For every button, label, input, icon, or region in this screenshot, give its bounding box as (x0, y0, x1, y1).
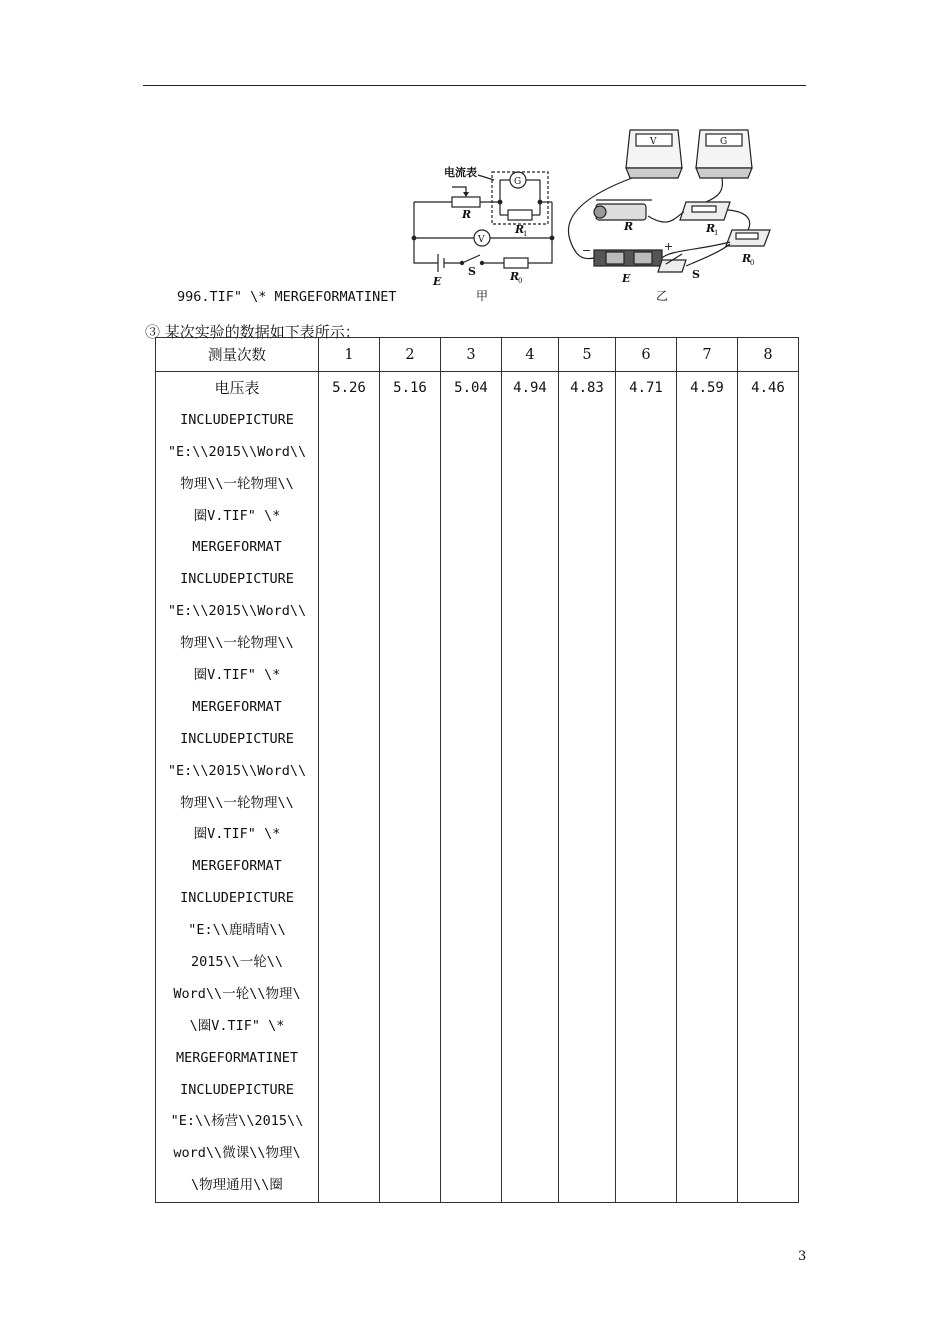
circuit-diagrams (400, 120, 800, 310)
yi-rheostat-label: R (624, 220, 634, 233)
voltage-cell (502, 372, 559, 1203)
rheostat-label: R (462, 208, 472, 221)
header-cell: 8 (738, 338, 799, 372)
row-label-line: "E:\\杨营\\2015\\ (170, 1113, 304, 1130)
header-rule (143, 85, 806, 86)
header-cell: 4 (502, 338, 559, 372)
r1-label: R (515, 223, 525, 236)
row-label-line: 物理\\一轮物理\\ (180, 794, 294, 811)
voltage-value: 5.16 (393, 380, 427, 396)
row-label-line: MERGEFORMAT (192, 539, 282, 556)
header-cell: 3 (441, 338, 502, 372)
row-label-line: "E:\\鹿晴晴\\ (188, 922, 286, 939)
yi-plus-label: + (664, 240, 674, 253)
header-cell-label: 测量次数 (156, 338, 319, 372)
yi-r1-subscript: 1 (714, 229, 719, 237)
row-label-line: "E:\\2015\\Word\\ (167, 762, 307, 779)
row-label-cell (156, 372, 319, 1203)
yi-r0-label: R (742, 252, 752, 265)
row-label-line: "E:\\2015\\Word\\ (167, 443, 307, 460)
voltage-value: 4.94 (513, 380, 547, 396)
yi-r0-subscript: 0 (750, 259, 755, 267)
row-label-line: 圈V.TIF" \* (193, 507, 281, 524)
voltmeter-symbol: V (478, 235, 485, 245)
voltage-cell (616, 372, 677, 1203)
row-label-line: MERGEFORMAT (192, 858, 282, 875)
row-label-line: \物理通用\\圈 (191, 1177, 283, 1194)
data-table (155, 337, 799, 1203)
yi-r1-label: R (706, 222, 716, 235)
voltage-cell (738, 372, 799, 1203)
intro-text: ③ 某次实验的数据如下表所示： (145, 323, 360, 341)
voltage-value: 4.83 (570, 380, 604, 396)
header-cell: 1 (319, 338, 380, 372)
field-code-caption: 996.TIF" \* MERGEFORMATINET (177, 289, 397, 305)
row-label-line: 物理\\一轮物理\\ (180, 475, 294, 492)
voltage-value: 5.04 (454, 380, 488, 396)
row-label-line: 物理\\一轮物理\\ (180, 635, 294, 652)
voltage-cell (559, 372, 616, 1203)
header-cell: 6 (616, 338, 677, 372)
row-label-line: \圈V.TIF" \* (189, 1017, 285, 1034)
page-number: 3 (798, 1249, 807, 1264)
r0-label: R (510, 270, 520, 283)
header-cell: 2 (380, 338, 441, 372)
circuit-figure (400, 120, 800, 310)
voltage-value: 4.46 (751, 380, 785, 396)
row-label-line: INCLUDEPICTURE (180, 571, 294, 588)
ammeter-label: 电流表 (444, 166, 477, 179)
row-label-line: 圈V.TIF" \* (193, 667, 281, 684)
row-label-line: "E:\\2015\\Word\\ (167, 603, 307, 620)
row-label-line: MERGEFORMAT (192, 698, 282, 715)
row-label-line: word\\微课\\物理\ (173, 1145, 301, 1162)
voltage-cell (441, 372, 502, 1203)
yi-switch-label: S (692, 268, 700, 281)
yi-voltmeter-symbol: V (650, 137, 657, 147)
voltage-cell (319, 372, 380, 1203)
row-label-line: INCLUDEPICTURE (180, 890, 294, 907)
figure-yi-caption: 乙 (656, 289, 669, 303)
row-label-line: MERGEFORMATINET (176, 1049, 298, 1066)
header-cell: 7 (677, 338, 738, 372)
voltage-value: 4.59 (690, 380, 724, 396)
r0-subscript: 0 (518, 277, 523, 285)
voltage-cell (677, 372, 738, 1203)
table-row (156, 372, 799, 1203)
yi-battery-label: E (622, 272, 631, 285)
battery-label: E (433, 275, 442, 288)
row-label-line: 圈V.TIF" \* (193, 826, 281, 843)
row-label-line: INCLUDEPICTURE (180, 730, 294, 747)
voltage-value: 4.71 (629, 380, 663, 396)
header-cell: 5 (559, 338, 616, 372)
yi-minus-label: − (582, 244, 592, 257)
row-label-line: INCLUDEPICTURE (180, 1081, 294, 1098)
galvanometer-symbol: G (514, 177, 522, 187)
circuit-diagram-jia (412, 172, 554, 272)
figure-jia-caption: 甲 (476, 289, 489, 303)
row-label-line: INCLUDEPICTURE (180, 411, 294, 428)
row-label-line: Word\\一轮\\物理\ (173, 985, 301, 1002)
table-header-row (156, 338, 799, 372)
switch-label: S (468, 265, 476, 278)
voltage-cell (380, 372, 441, 1203)
yi-galvanometer-symbol: G (720, 137, 728, 147)
r1-subscript: 1 (523, 230, 528, 238)
row-label-line: 2015\\一轮\\ (190, 954, 284, 971)
row-label-line: 电压表 (214, 379, 260, 397)
voltage-value: 5.26 (332, 380, 366, 396)
